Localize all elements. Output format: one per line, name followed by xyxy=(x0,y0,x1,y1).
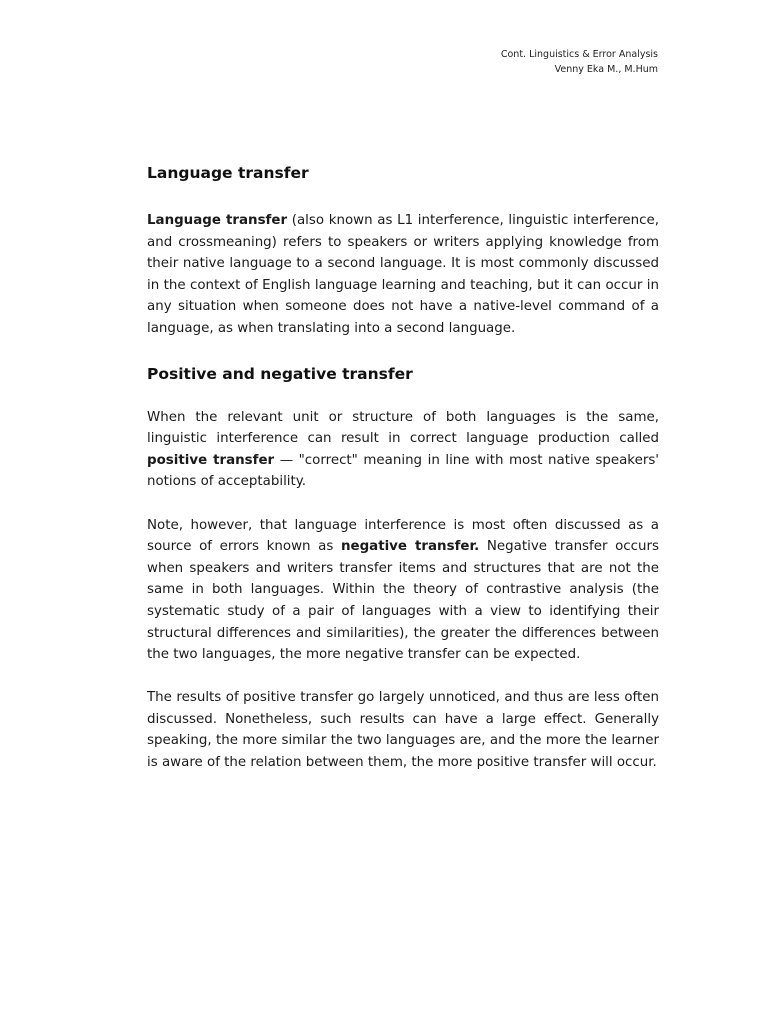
paragraph-negative-before: Note, however, that language interference is most often discussed as a source of errors known as xyxy=(147,517,659,555)
section-heading-language-transfer: Language transfer xyxy=(147,164,309,182)
document-body xyxy=(147,158,659,774)
term-positive-transfer: positive transfer xyxy=(147,452,275,468)
paragraph-positive-before: When the relevant unit or structure of both languages is the same, linguistic interference can result in correct language production called xyxy=(147,409,659,447)
header-course-title: Cont. Linguistics & Error Analysis xyxy=(500,49,658,60)
paragraph-negative-after: Negative transfer occurs when speakers and writers transfer items and structures that are not the same in both languages. Within the theory of contrastive analysis (the systematic study of a pair of languages with a view to identifying their structural differences and similarities), the greater the differences between the two languages, the more negative transfer can be expected. xyxy=(147,539,660,663)
paragraph-definition xyxy=(147,210,659,340)
paragraph-positive-transfer xyxy=(147,407,659,493)
term-negative-transfer: negative transfer. xyxy=(340,539,480,555)
paragraph-results: The results of positive transfer go largely unnoticed, and thus are less often discussed. Nonetheless, such results can have a large effect. Generally speaking, the more similar the two languages are, and the more the learner is aware of the relation between them, the more positive transfer will occur. xyxy=(147,690,659,771)
term-language-transfer: Language transfer xyxy=(147,213,288,228)
page-header xyxy=(501,47,658,77)
section-heading-positive-negative: Positive and negative transfer xyxy=(147,364,413,383)
paragraph-positive-after: — "correct" meaning in line with most native speakers' notions of acceptability. xyxy=(147,452,659,490)
paragraph-negative-transfer xyxy=(147,515,659,666)
paragraph-definition-text: (also known as L1 interference, linguistic interference, and crossmeaning) refers to speakers or writers applying knowledge from their native language to a second language. It is most commonly discussed in the context of English language learning and teaching, but it can occur in any situation when someone does not have a native-level command of a language, as when translating into a second language. xyxy=(147,213,659,336)
header-author: Venny Eka M., M.Hum xyxy=(554,64,658,75)
